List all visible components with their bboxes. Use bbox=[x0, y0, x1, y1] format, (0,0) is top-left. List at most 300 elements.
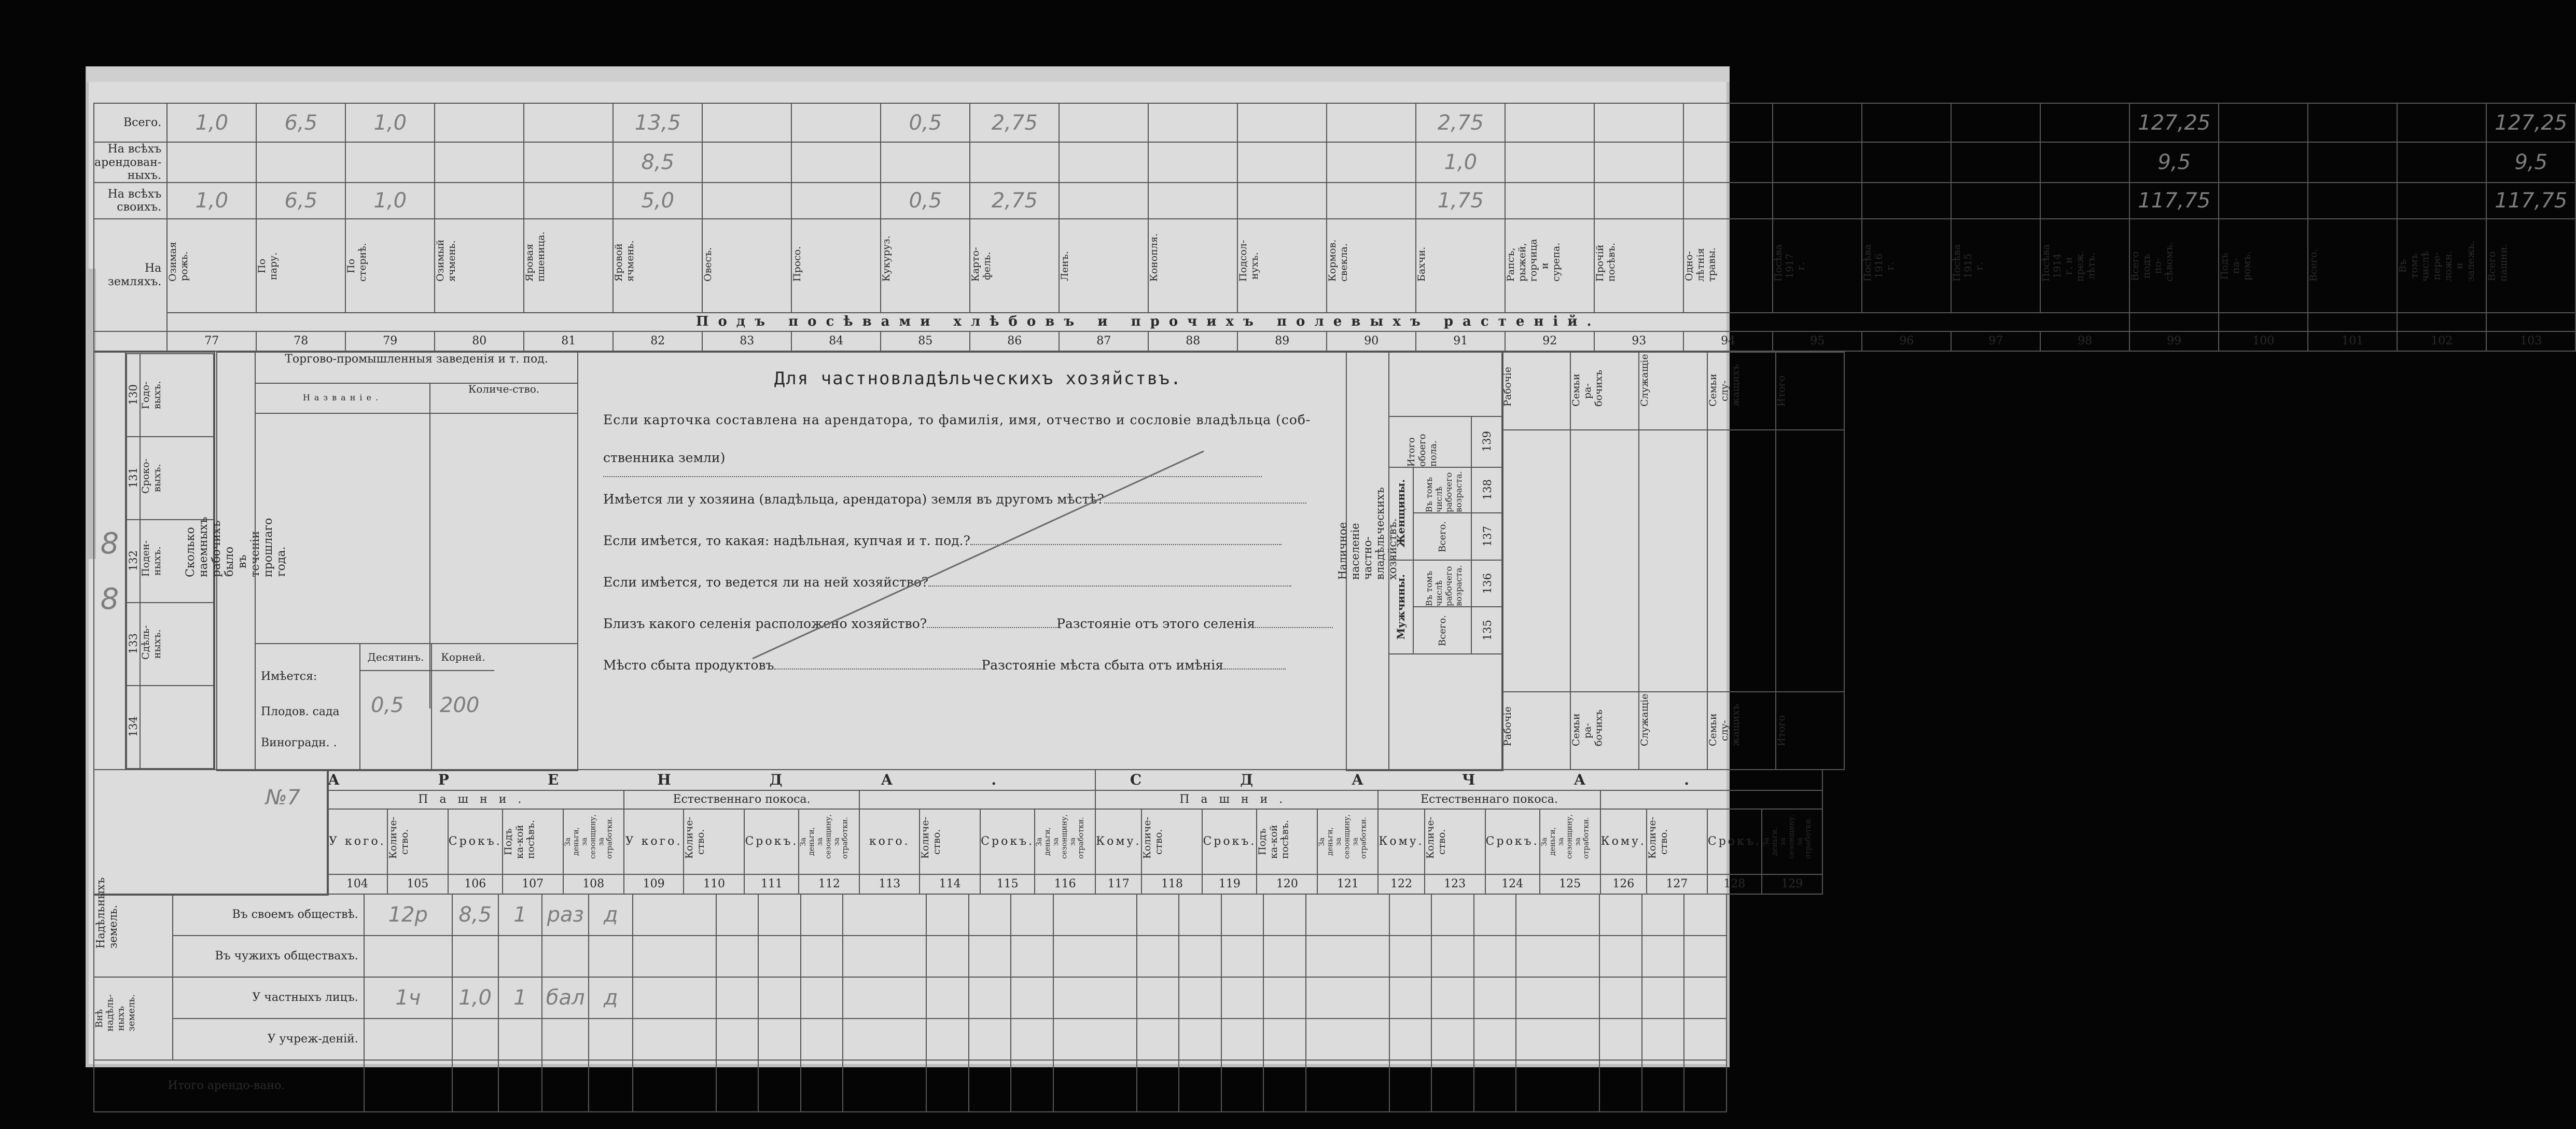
lease-col-header: За деньги, за сезонщину, за отработки. bbox=[563, 809, 624, 874]
lease-cell[interactable] bbox=[801, 894, 843, 936]
lease-cell[interactable] bbox=[1684, 977, 1726, 1019]
crops-cell[interactable] bbox=[1505, 142, 1594, 183]
lease-cell[interactable] bbox=[1684, 1019, 1726, 1060]
arenda-pokos: Естественнаго покоса. bbox=[624, 790, 860, 809]
lease-cell[interactable] bbox=[1179, 894, 1221, 936]
crops-cell[interactable]: 1,0 bbox=[1416, 142, 1505, 183]
crops-cell[interactable]: 117,75 bbox=[2486, 183, 2575, 219]
lease-cell[interactable] bbox=[1137, 977, 1179, 1019]
lease-cell[interactable] bbox=[452, 1060, 498, 1112]
crops-cell[interactable] bbox=[1683, 103, 1773, 142]
crops-cell[interactable] bbox=[2219, 183, 2308, 219]
lease-cell[interactable] bbox=[1431, 936, 1473, 977]
lease-cell[interactable] bbox=[801, 977, 843, 1019]
lease-cell[interactable] bbox=[1306, 1060, 1389, 1112]
lease-cell[interactable]: 1 bbox=[498, 894, 542, 936]
crops-cell[interactable] bbox=[1773, 103, 1862, 142]
lease-col-num: 125 bbox=[1540, 874, 1600, 894]
lease-cell[interactable] bbox=[1221, 1060, 1263, 1112]
crops-cell[interactable] bbox=[2219, 142, 2308, 183]
lease-col-header: Срокъ. bbox=[1485, 809, 1540, 874]
lease-cell[interactable] bbox=[1474, 894, 1516, 936]
lease-row bbox=[94, 1060, 1726, 1112]
lease-cell[interactable] bbox=[758, 936, 800, 977]
lease-cell[interactable] bbox=[758, 1060, 800, 1112]
banner-blank bbox=[2397, 313, 2486, 331]
lease-cell[interactable] bbox=[633, 977, 716, 1019]
crops-cell[interactable] bbox=[2397, 183, 2486, 219]
crops-col-header bbox=[613, 219, 702, 312]
both-sexes-label: Итого обоего пола. bbox=[1406, 434, 1439, 467]
crops-cell[interactable] bbox=[1951, 142, 2040, 183]
lease-cell[interactable] bbox=[1011, 936, 1053, 977]
lease-col-num: 109 bbox=[624, 874, 684, 894]
lease-col-header: Срокъ. bbox=[744, 809, 799, 874]
lease-cell[interactable] bbox=[758, 1019, 800, 1060]
lease-cell[interactable] bbox=[1474, 1060, 1516, 1112]
crops-cell[interactable] bbox=[1951, 103, 2040, 142]
crops-cell[interactable]: 127,25 bbox=[2129, 103, 2219, 142]
corner-hand-mark: №7 bbox=[266, 786, 301, 810]
crops-cell[interactable] bbox=[524, 103, 613, 142]
crops-cell[interactable] bbox=[524, 142, 613, 183]
crops-cell[interactable]: 2,75 bbox=[970, 103, 1059, 142]
crops-cell[interactable] bbox=[1059, 142, 1148, 183]
lease-cell[interactable] bbox=[1053, 1019, 1137, 1060]
crops-col-label: Кукуруз. bbox=[881, 235, 893, 282]
lease-cell[interactable] bbox=[1516, 936, 1599, 977]
crops-col-header bbox=[524, 219, 613, 312]
crops-cell[interactable] bbox=[1505, 183, 1594, 219]
lease-cell[interactable]: раз bbox=[542, 894, 589, 936]
crops-col-label: Въ томъ числѣ пере-ложн. и залежь. bbox=[2397, 240, 2477, 282]
crops-cell[interactable] bbox=[2308, 103, 2397, 142]
lease-cell[interactable] bbox=[542, 1060, 589, 1112]
crops-cell[interactable]: 2,75 bbox=[1416, 103, 1505, 142]
lease-cell[interactable] bbox=[1642, 1060, 1684, 1112]
lease-cell[interactable] bbox=[1642, 1019, 1684, 1060]
lease-cell[interactable] bbox=[1431, 1019, 1473, 1060]
lease-cell[interactable] bbox=[364, 936, 452, 977]
crops-cell[interactable] bbox=[970, 142, 1059, 183]
lease-cell[interactable] bbox=[1642, 936, 1684, 977]
lease-cell[interactable] bbox=[452, 1019, 498, 1060]
crops-col-label: Яровая пшеница. bbox=[524, 231, 547, 282]
lease-cell[interactable] bbox=[633, 894, 716, 936]
crops-cell[interactable]: 1,75 bbox=[1416, 183, 1505, 219]
lease-cell[interactable] bbox=[542, 1019, 589, 1060]
lease-cell[interactable] bbox=[1179, 1019, 1221, 1060]
lease-cell[interactable] bbox=[969, 1019, 1011, 1060]
crops-cell[interactable] bbox=[167, 142, 256, 183]
lease-cell[interactable] bbox=[633, 1060, 716, 1112]
crops-cell[interactable] bbox=[791, 183, 881, 219]
crops-cell[interactable] bbox=[2308, 142, 2397, 183]
lease-cell[interactable] bbox=[843, 977, 926, 1019]
lease-cell[interactable] bbox=[843, 1019, 926, 1060]
lease-cell[interactable] bbox=[1642, 894, 1684, 936]
crops-col-header bbox=[1237, 219, 1327, 312]
lease-cell[interactable] bbox=[1306, 977, 1389, 1019]
lease-cell[interactable] bbox=[1389, 894, 1431, 936]
lease-cell[interactable] bbox=[1684, 894, 1726, 936]
lease-cell[interactable] bbox=[589, 1019, 633, 1060]
crops-cell[interactable] bbox=[1237, 103, 1327, 142]
crops-cell[interactable] bbox=[702, 183, 791, 219]
lease-cell[interactable] bbox=[926, 977, 968, 1019]
lease-cell[interactable] bbox=[801, 1060, 843, 1112]
lease-cell[interactable] bbox=[1642, 977, 1684, 1019]
lease-cell[interactable] bbox=[1306, 1019, 1389, 1060]
crops-cell[interactable] bbox=[2040, 142, 2129, 183]
crops-col-label: Рапсъ, рыжей, горчица и сурепа. bbox=[1505, 239, 1562, 282]
crops-cell[interactable]: 117,75 bbox=[2129, 183, 2219, 219]
crops-cell[interactable]: 1,0 bbox=[167, 183, 256, 219]
lease-cell[interactable] bbox=[1516, 1060, 1599, 1112]
lease-cell[interactable] bbox=[1516, 977, 1599, 1019]
lease-cell[interactable] bbox=[758, 977, 800, 1019]
lease-cell[interactable] bbox=[926, 936, 968, 977]
worker-col-label bbox=[140, 686, 214, 769]
crops-cell[interactable]: 6,5 bbox=[256, 103, 345, 142]
crops-row bbox=[94, 142, 2575, 183]
crops-cell[interactable] bbox=[1148, 183, 1237, 219]
row-label: Въ своемъ обществѣ. bbox=[173, 894, 364, 936]
lease-cell[interactable] bbox=[716, 894, 758, 936]
lease-col-num: 126 bbox=[1600, 874, 1647, 894]
crops-cell[interactable]: 5,0 bbox=[613, 183, 702, 219]
lease-cell[interactable] bbox=[364, 1019, 452, 1060]
lease-col-num: 115 bbox=[980, 874, 1035, 894]
crops-cell[interactable] bbox=[1773, 183, 1862, 219]
crops-cell[interactable]: 1,0 bbox=[345, 103, 435, 142]
lease-cell[interactable]: д bbox=[589, 977, 633, 1019]
lease-cell[interactable] bbox=[716, 1019, 758, 1060]
staff-cell[interactable] bbox=[1707, 430, 1776, 692]
lease-cell[interactable] bbox=[801, 1019, 843, 1060]
worker-col-num: 130 bbox=[127, 354, 140, 437]
lease-col-num: 114 bbox=[920, 874, 980, 894]
crops-col-header bbox=[1148, 219, 1237, 312]
answer-line-6a[interactable] bbox=[774, 668, 981, 670]
staff-cell[interactable] bbox=[1570, 430, 1639, 692]
crops-col-header bbox=[1327, 219, 1416, 312]
lease-col-header: Количе-ство. bbox=[1141, 809, 1202, 874]
crops-col-label: Прочiй посѣвъ. bbox=[1594, 242, 1618, 282]
crops-cell[interactable] bbox=[435, 142, 524, 183]
lease-cell[interactable] bbox=[498, 1019, 542, 1060]
crops-cell[interactable]: 6,5 bbox=[256, 183, 345, 219]
lease-cell[interactable] bbox=[1516, 1019, 1599, 1060]
crops-col-header bbox=[1862, 219, 1951, 312]
lease-cell[interactable] bbox=[1263, 894, 1305, 936]
crops-cell[interactable] bbox=[524, 183, 613, 219]
lease-cell[interactable] bbox=[1389, 977, 1431, 1019]
lease-cell[interactable] bbox=[1684, 936, 1726, 977]
lease-cell[interactable] bbox=[1599, 977, 1641, 1019]
lease-cell[interactable] bbox=[1474, 1019, 1516, 1060]
crops-cell[interactable] bbox=[1683, 183, 1773, 219]
lease-cell[interactable] bbox=[1599, 894, 1641, 936]
lease-cell[interactable] bbox=[1179, 1060, 1221, 1112]
lease-cell[interactable] bbox=[364, 1060, 452, 1112]
lease-cell[interactable] bbox=[1263, 1019, 1305, 1060]
lease-cell[interactable] bbox=[1389, 1019, 1431, 1060]
crops-col-header bbox=[1594, 219, 1683, 312]
crops-cell[interactable] bbox=[2040, 103, 2129, 142]
lease-cell[interactable]: 12р bbox=[364, 894, 452, 936]
lease-cell[interactable] bbox=[498, 1060, 542, 1112]
lease-cell[interactable]: 1,0 bbox=[452, 977, 498, 1019]
crops-cell[interactable] bbox=[881, 142, 970, 183]
crops-cell[interactable] bbox=[791, 103, 881, 142]
lease-cell[interactable] bbox=[1179, 977, 1221, 1019]
crops-col-label: Ленъ. bbox=[1059, 250, 1071, 281]
lease-cell[interactable] bbox=[1431, 894, 1473, 936]
crops-cell[interactable]: 0,5 bbox=[881, 103, 970, 142]
lease-cell[interactable] bbox=[1179, 936, 1221, 977]
crops-col-num: 99 bbox=[2129, 331, 2219, 351]
crops-cell[interactable] bbox=[1148, 142, 1237, 183]
crops-cell[interactable]: 2,75 bbox=[970, 183, 1059, 219]
crops-cell[interactable] bbox=[1951, 183, 2040, 219]
bottom-left-caption bbox=[93, 769, 329, 896]
lease-col-header: Кому. bbox=[1378, 809, 1424, 874]
crops-cell[interactable]: 1,0 bbox=[167, 103, 256, 142]
lease-cell[interactable] bbox=[1011, 1060, 1053, 1112]
crops-cell[interactable]: 8,5 bbox=[613, 142, 702, 183]
lease-cell[interactable] bbox=[716, 977, 758, 1019]
lease-cell[interactable]: 8,5 bbox=[452, 894, 498, 936]
lease-cell[interactable] bbox=[1137, 1019, 1179, 1060]
private-title: Для частновладѣльческихъ хозяйствъ. bbox=[774, 368, 1182, 389]
lease-cell[interactable]: 1 bbox=[498, 977, 542, 1019]
crops-cell[interactable] bbox=[1594, 183, 1683, 219]
crops-cell[interactable] bbox=[702, 142, 791, 183]
lease-cell[interactable] bbox=[716, 1060, 758, 1112]
lease-cell[interactable]: бал bbox=[542, 977, 589, 1019]
crops-cell[interactable] bbox=[2397, 103, 2486, 142]
crops-col-label: Яровой ячмень. bbox=[613, 240, 636, 282]
lease-col-header: За деньги, за сезонщину, за отработки. bbox=[1762, 809, 1822, 874]
lease-cell[interactable] bbox=[589, 1060, 633, 1112]
lease-cell[interactable] bbox=[926, 894, 968, 936]
lease-cell[interactable] bbox=[801, 936, 843, 977]
lease-cell[interactable] bbox=[1474, 977, 1516, 1019]
worker-col-label: Годо-выхъ. bbox=[140, 354, 214, 437]
lease-cell[interactable] bbox=[1221, 936, 1263, 977]
crops-cell[interactable]: 1,0 bbox=[345, 183, 435, 219]
lease-cell[interactable] bbox=[1053, 977, 1137, 1019]
lease-cell[interactable] bbox=[1263, 936, 1305, 977]
lease-cell[interactable] bbox=[1221, 894, 1263, 936]
crops-cell[interactable] bbox=[1862, 103, 1951, 142]
lease-cell[interactable] bbox=[1011, 894, 1053, 936]
crops-cell[interactable]: 13,5 bbox=[613, 103, 702, 142]
crops-col-header bbox=[791, 219, 881, 312]
crops-col-num: 91 bbox=[1416, 331, 1505, 351]
question-1b: ственника земли) bbox=[603, 450, 1376, 480]
crops-cell[interactable] bbox=[2308, 183, 2397, 219]
lease-cell[interactable] bbox=[1599, 936, 1641, 977]
crops-cell[interactable] bbox=[2219, 103, 2308, 142]
lease-cell[interactable] bbox=[498, 936, 542, 977]
under-crops-banner: Подъ посѣвами хлѣбовъ и прочихъ полевыхъ растенiй. bbox=[167, 313, 2129, 331]
lease-cell[interactable] bbox=[1221, 1019, 1263, 1060]
staff-cell[interactable] bbox=[1776, 430, 1844, 692]
lease-cell[interactable] bbox=[1599, 1019, 1641, 1060]
crops-col-num: 77 bbox=[167, 331, 256, 351]
lease-cell[interactable] bbox=[452, 936, 498, 977]
crops-col-num: 88 bbox=[1148, 331, 1237, 351]
crops-col-num: 93 bbox=[1594, 331, 1683, 351]
lease-cell[interactable] bbox=[1011, 977, 1053, 1019]
crops-cell[interactable] bbox=[1594, 103, 1683, 142]
lease-col-num: 105 bbox=[387, 874, 448, 894]
crops-cell[interactable] bbox=[1059, 103, 1148, 142]
lease-cell[interactable] bbox=[1306, 936, 1389, 977]
crops-row bbox=[94, 183, 2575, 219]
crops-col-label: Подсол-нухъ. bbox=[1237, 240, 1261, 282]
question-6: Мѣсто сбыта продуктовъ Разстоянiе мѣста сбыта отъ имѣнiя bbox=[603, 658, 1286, 673]
lease-cell[interactable] bbox=[843, 1060, 926, 1112]
crops-cell[interactable]: 9,5 bbox=[2486, 142, 2575, 183]
lease-cell[interactable] bbox=[926, 1060, 968, 1112]
crops-col-label: Одно-лѣтнiя травы. bbox=[1683, 247, 1718, 282]
men-total-label: Всего. bbox=[1437, 615, 1448, 646]
lease-cell[interactable]: 1ч bbox=[364, 977, 452, 1019]
lease-cell[interactable] bbox=[1516, 894, 1599, 936]
lease-cell[interactable] bbox=[969, 894, 1011, 936]
crops-cell[interactable] bbox=[1237, 183, 1327, 219]
lease-col-header: У кого. bbox=[624, 809, 684, 874]
crops-cell[interactable] bbox=[2397, 142, 2486, 183]
crops-col-header bbox=[345, 219, 435, 312]
crops-cell[interactable] bbox=[1862, 183, 1951, 219]
lease-cell[interactable] bbox=[1599, 1060, 1641, 1112]
crops-col-label: Подъ па-ромъ. bbox=[2219, 251, 2253, 281]
crops-col-label: Всего. bbox=[2308, 248, 2320, 282]
lease-cell[interactable]: д bbox=[589, 894, 633, 936]
lease-cell[interactable] bbox=[1389, 1060, 1431, 1112]
lease-col-header: За деньги, за сезонщину, за отработки. bbox=[799, 809, 859, 874]
vineyard-label: Виноградн. . bbox=[261, 736, 337, 749]
lease-col-num: 116 bbox=[1035, 874, 1095, 894]
crops-cell[interactable] bbox=[1683, 142, 1773, 183]
answer-line-6b[interactable] bbox=[1223, 668, 1286, 670]
lease-cell[interactable] bbox=[1263, 1060, 1305, 1112]
lease-cell[interactable] bbox=[969, 936, 1011, 977]
crops-cell[interactable] bbox=[1327, 183, 1416, 219]
lease-col-header: Количе-ство. bbox=[1425, 809, 1485, 874]
staff-cell[interactable] bbox=[1502, 430, 1570, 692]
crops-col-label: Кормов. свекла. bbox=[1327, 239, 1350, 282]
crops-col-header bbox=[1416, 219, 1505, 312]
answer-line-5b[interactable] bbox=[1255, 627, 1333, 628]
lease-cell[interactable] bbox=[633, 1019, 716, 1060]
question-5: Близъ какого селенiя расположено хозяйство? Разстоянiе отъ этого селенiя bbox=[603, 616, 1333, 631]
crops-cell[interactable] bbox=[345, 142, 435, 183]
lease-col-num: 122 bbox=[1378, 874, 1424, 894]
lease-cell[interactable] bbox=[1137, 894, 1179, 936]
lease-cell[interactable] bbox=[1431, 1060, 1473, 1112]
lease-cell[interactable] bbox=[758, 894, 800, 936]
crops-cell[interactable] bbox=[256, 142, 345, 183]
lease-cell[interactable] bbox=[1474, 936, 1516, 977]
population-block bbox=[1336, 352, 1503, 771]
lease-cell[interactable] bbox=[843, 894, 926, 936]
banner-blank bbox=[2129, 313, 2219, 331]
row-label: У частныхъ лицъ. bbox=[173, 977, 364, 1019]
lease-cell[interactable] bbox=[1011, 1019, 1053, 1060]
crops-cell[interactable]: 9,5 bbox=[2129, 142, 2219, 183]
lease-cell[interactable] bbox=[1137, 936, 1179, 977]
crops-cell[interactable] bbox=[1237, 142, 1327, 183]
lease-col-header: кого. bbox=[859, 809, 920, 874]
crops-cell[interactable]: 127,25 bbox=[2486, 103, 2575, 142]
crops-col-num: 103 bbox=[2486, 331, 2575, 351]
lease-cell[interactable] bbox=[1389, 936, 1431, 977]
lease-table bbox=[327, 769, 1823, 895]
lease-cell[interactable] bbox=[1053, 1060, 1137, 1112]
lease-cell[interactable] bbox=[843, 936, 926, 977]
lease-cell[interactable] bbox=[1263, 977, 1305, 1019]
crops-col-num: 84 bbox=[791, 331, 881, 351]
crops-col-num: 94 bbox=[1683, 331, 1773, 351]
lease-cell[interactable] bbox=[969, 977, 1011, 1019]
lease-cell[interactable] bbox=[1053, 894, 1137, 936]
lease-cell[interactable] bbox=[1684, 1060, 1726, 1112]
staff-header: Семьи слу-жащихъ bbox=[1707, 352, 1776, 430]
crops-col-label: По пару. bbox=[256, 252, 280, 280]
crops-cell[interactable] bbox=[435, 183, 524, 219]
crops-col-header bbox=[2397, 219, 2486, 312]
lease-cell[interactable] bbox=[1053, 936, 1137, 977]
crops-cell[interactable] bbox=[1773, 142, 1862, 183]
lease-cell[interactable] bbox=[542, 936, 589, 977]
crops-cell[interactable] bbox=[1505, 103, 1594, 142]
lease-cell[interactable] bbox=[1137, 1060, 1179, 1112]
lease-cell[interactable] bbox=[633, 936, 716, 977]
crops-col-label: Посѣва 1915 г. bbox=[1951, 244, 1985, 282]
lease-cell[interactable] bbox=[926, 1019, 968, 1060]
staff-cell[interactable] bbox=[1639, 430, 1707, 692]
crops-cell[interactable] bbox=[1059, 183, 1148, 219]
lease-cell[interactable] bbox=[969, 1060, 1011, 1112]
crops-cell[interactable] bbox=[435, 103, 524, 142]
crops-cell[interactable] bbox=[1862, 142, 1951, 183]
crops-cell[interactable]: 0,5 bbox=[881, 183, 970, 219]
lease-col-header: Количе-ство. bbox=[1647, 809, 1707, 874]
crops-cell[interactable] bbox=[791, 142, 881, 183]
lease-cell[interactable] bbox=[589, 936, 633, 977]
census-card bbox=[86, 66, 2568, 1093]
crops-cell[interactable] bbox=[1327, 142, 1416, 183]
lease-cell[interactable] bbox=[1306, 894, 1389, 936]
crops-cell[interactable] bbox=[1148, 103, 1237, 142]
lease-cell[interactable] bbox=[716, 936, 758, 977]
crops-cell[interactable] bbox=[1594, 142, 1683, 183]
staff-header: Семьи ра-бочихъ bbox=[1570, 352, 1639, 430]
crops-cell[interactable] bbox=[702, 103, 791, 142]
crops-col-label: Озимая рожь. bbox=[167, 241, 190, 282]
lease-cell[interactable] bbox=[1431, 977, 1473, 1019]
crops-cell[interactable] bbox=[2040, 183, 2129, 219]
crops-cell[interactable] bbox=[1327, 103, 1416, 142]
lease-cell[interactable] bbox=[1221, 977, 1263, 1019]
crops-col-label: Всего подъ по-сѣвомъ. bbox=[2129, 241, 2175, 282]
orchard-desyatin-value: 0,5 bbox=[371, 693, 404, 717]
